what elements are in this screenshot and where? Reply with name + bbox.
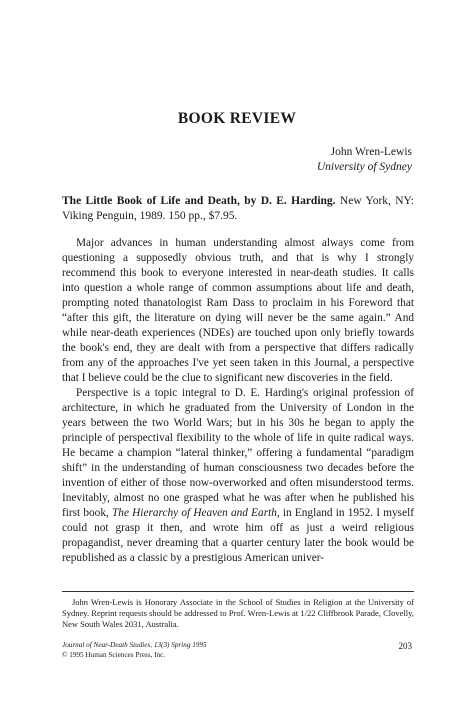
paragraph-2-part-b: in England in 1952. I myself could not grasp it then, and wrote him off as just a weird religious propagandist, never dreaming that a quarter century later the book would be republished as a classic by a prestigious American univer- <box>62 507 414 564</box>
journal-info <box>62 641 207 660</box>
author-footnote: John Wren-Lewis is Honorary Associate in the School of Studies in Religion at the University of Sydney. Reprint requests should be addressed to Prof. Wren-Lewis at 1/22 Cliffbrook Parade, Clovelly, New South Wales 2031, Australia. <box>62 597 414 629</box>
book-citation <box>62 194 414 224</box>
paragraph-1: Major advances in human understanding almost always come from questioning a supposedly obvious truth, and that is why I strongly recommend this book to everyone interested in near-death studies. It calls into question a whole range of common assumptions about life and death, prompting noted thanatologist Ram Dass to proclaim in his Foreword that “after this gift, the literature on dying will never be the same again.” And while near-death experiences (NDEs) are touched upon only briefly towards the book's end, they are dealt with from a perspective that differs radically from any of the approaches I've yet seen taken in this Journal, a perspective that I believe could be the clue to significant new discoveries in the field. <box>62 237 414 384</box>
book-details: New York, NY: Viking Penguin, 1989. 150 pp., $7.95. <box>62 195 415 222</box>
author-block <box>317 145 412 175</box>
book-title-italic: The Hierarchy of Heaven and Earth, <box>112 507 280 519</box>
author-affiliation: University of Sydney <box>316 161 412 173</box>
book-title: The Little Book of Life and Death, by D. E. Harding. <box>62 195 336 207</box>
page-number: 203 <box>398 641 412 651</box>
review-body <box>62 236 414 566</box>
paragraph-2 <box>62 386 414 566</box>
author-name: John Wren-Lewis <box>330 146 412 158</box>
footnote-divider <box>62 591 414 592</box>
paragraph-2-part-a: Perspective is a topic integral to D. E. Harding's original profession of architecture, in which he graduated from the University of London in the years between the two World Wars; but in his 30s he began to apply the principle of perspectival flexibility to the whole of life in quite radical ways. He became a champion “lateral thinker,” offering a fundamental “paradigm shift” in the understanding of human consciousness two decades before the invention of either of those now-overworked and often misunderstood terms. Inevitably, almost no one grasped what he was after when he published his first book, <box>62 387 414 519</box>
journal-citation: Journal of Near-Death Studies, 13(3) Spring 1995 <box>62 641 207 649</box>
page-title: BOOK REVIEW <box>177 110 297 127</box>
copyright-line: © 1995 Human Sciences Press, Inc. <box>62 650 166 659</box>
